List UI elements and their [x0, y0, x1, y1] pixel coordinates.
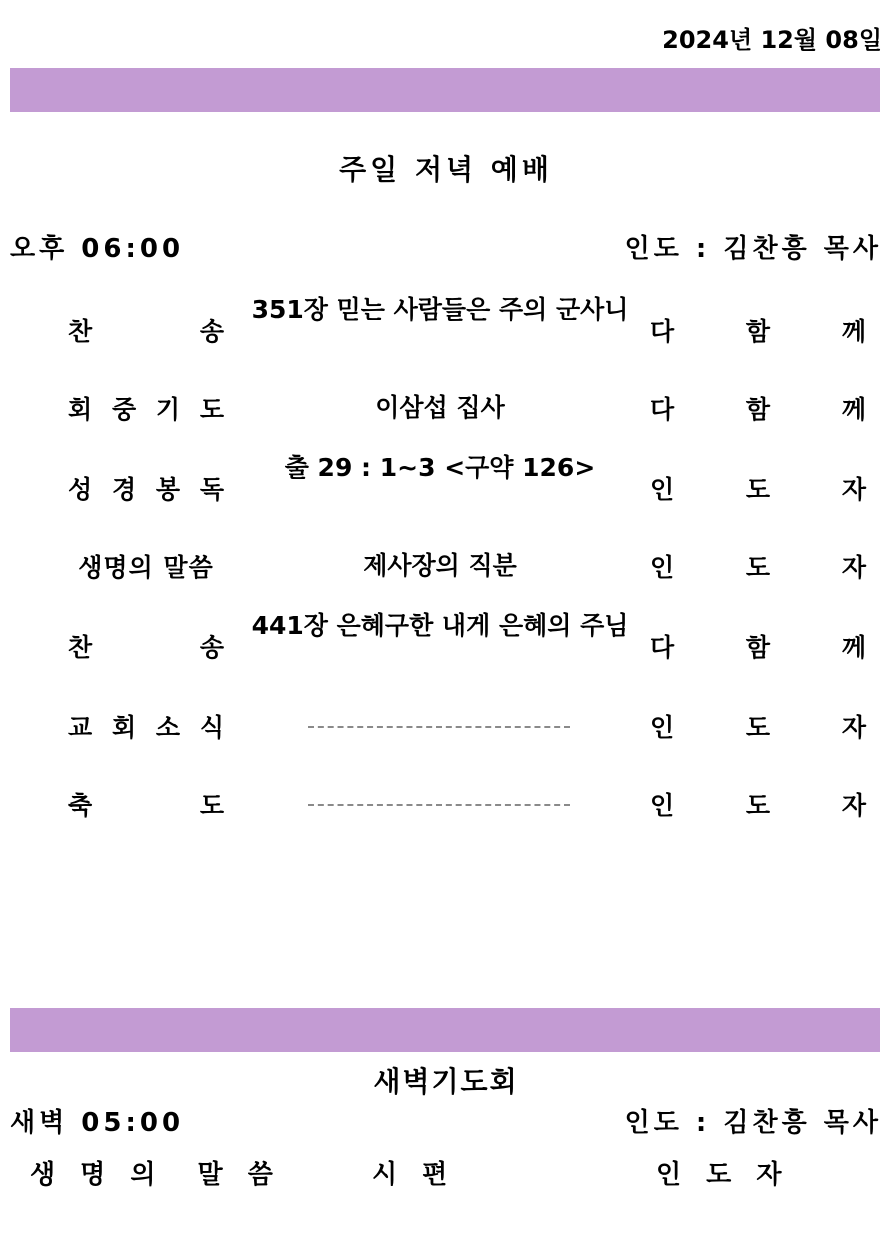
item-label — [68, 391, 224, 425]
item-label-char: 교 — [68, 713, 93, 742]
item-leader-char: 함 — [745, 317, 771, 346]
evening-time: 오후 06:00 — [10, 234, 185, 264]
item-label-char: 도 — [199, 395, 224, 424]
item-placeholder-line — [308, 726, 570, 728]
item-leader-char: 인 — [650, 553, 675, 582]
dawn-by: 인 도 자 — [656, 1160, 790, 1190]
item-leader-char: 인 — [650, 475, 675, 504]
item-label-char: 송 — [199, 633, 224, 662]
item-leader-char: 인 — [650, 791, 675, 820]
item-placeholder-line — [308, 804, 570, 806]
item-leader-char: 다 — [650, 317, 675, 346]
item-label — [68, 313, 224, 347]
item-leader-char: 자 — [841, 475, 866, 504]
item-label-char: 소 — [155, 713, 181, 742]
item-leader-char: 도 — [745, 553, 771, 582]
item-label — [68, 471, 224, 505]
item-leader-char: 인 — [650, 713, 675, 742]
dawn-time: 새벽 05:00 — [10, 1108, 185, 1138]
item-label — [68, 787, 224, 821]
item-label-char: 중 — [111, 395, 137, 424]
item-label-char: 찬 — [68, 317, 93, 346]
item-leader-char: 자 — [841, 713, 866, 742]
item-leader — [650, 313, 866, 347]
item-label-char: 생명의 말씀 — [78, 553, 214, 582]
item-leader — [650, 391, 866, 425]
item-leader-char: 함 — [745, 395, 771, 424]
item-leader-char: 도 — [745, 791, 771, 820]
item-leader-char: 도 — [745, 475, 771, 504]
item-leader — [650, 629, 866, 663]
item-leader-char: 께 — [841, 317, 866, 346]
item-label-char: 도 — [199, 791, 224, 820]
item-leader-char: 자 — [841, 553, 866, 582]
item-label-char: 송 — [199, 317, 224, 346]
item-leader — [650, 787, 866, 821]
dawn-label: 생 명 의 말 씀 — [30, 1160, 281, 1190]
evening-leader: 인도 : 김찬흥 목사 — [624, 234, 882, 264]
item-label-char: 식 — [199, 713, 224, 742]
dawn-content: 시 편 — [372, 1160, 456, 1190]
item-label-char: 경 — [111, 475, 137, 504]
item-leader — [650, 709, 866, 743]
item-label-char: 회 — [111, 713, 137, 742]
item-content: 441장 은혜구한 내게 은혜의 주님 — [251, 611, 629, 640]
evening-title: 주일 저녁 예배 — [339, 153, 553, 186]
item-label — [68, 629, 224, 663]
item-label — [68, 709, 224, 743]
item-label-char: 성 — [68, 475, 93, 504]
item-leader-char: 다 — [650, 395, 675, 424]
item-label-char: 봉 — [155, 475, 181, 504]
item-leader-char: 께 — [841, 633, 866, 662]
item-leader-char: 도 — [745, 713, 771, 742]
item-leader — [650, 549, 866, 583]
item-leader-char: 자 — [841, 791, 866, 820]
item-label-char: 회 — [68, 395, 93, 424]
item-leader-char: 께 — [841, 395, 866, 424]
item-label-char: 축 — [68, 791, 93, 820]
date: 2024년 12월 08일 — [662, 26, 882, 54]
item-content: 제사장의 직분 — [363, 551, 517, 580]
item-label-char: 기 — [155, 395, 181, 424]
item-label — [68, 549, 224, 583]
item-leader-char: 함 — [745, 633, 771, 662]
item-content: 이삼섭 집사 — [375, 393, 505, 422]
item-label-char: 찬 — [68, 633, 93, 662]
item-content: 351장 믿는 사람들은 주의 군사니 — [251, 295, 629, 324]
item-content: 출 29 : 1~3 <구약 126> — [284, 453, 596, 482]
item-leader — [650, 471, 866, 505]
header-band — [10, 68, 880, 112]
dawn-band — [10, 1008, 880, 1052]
dawn-leader: 인도 : 김찬흥 목사 — [624, 1108, 882, 1138]
item-label-char: 독 — [199, 475, 224, 504]
item-leader-char: 다 — [650, 633, 675, 662]
dawn-title: 새벽기도회 — [373, 1065, 519, 1098]
